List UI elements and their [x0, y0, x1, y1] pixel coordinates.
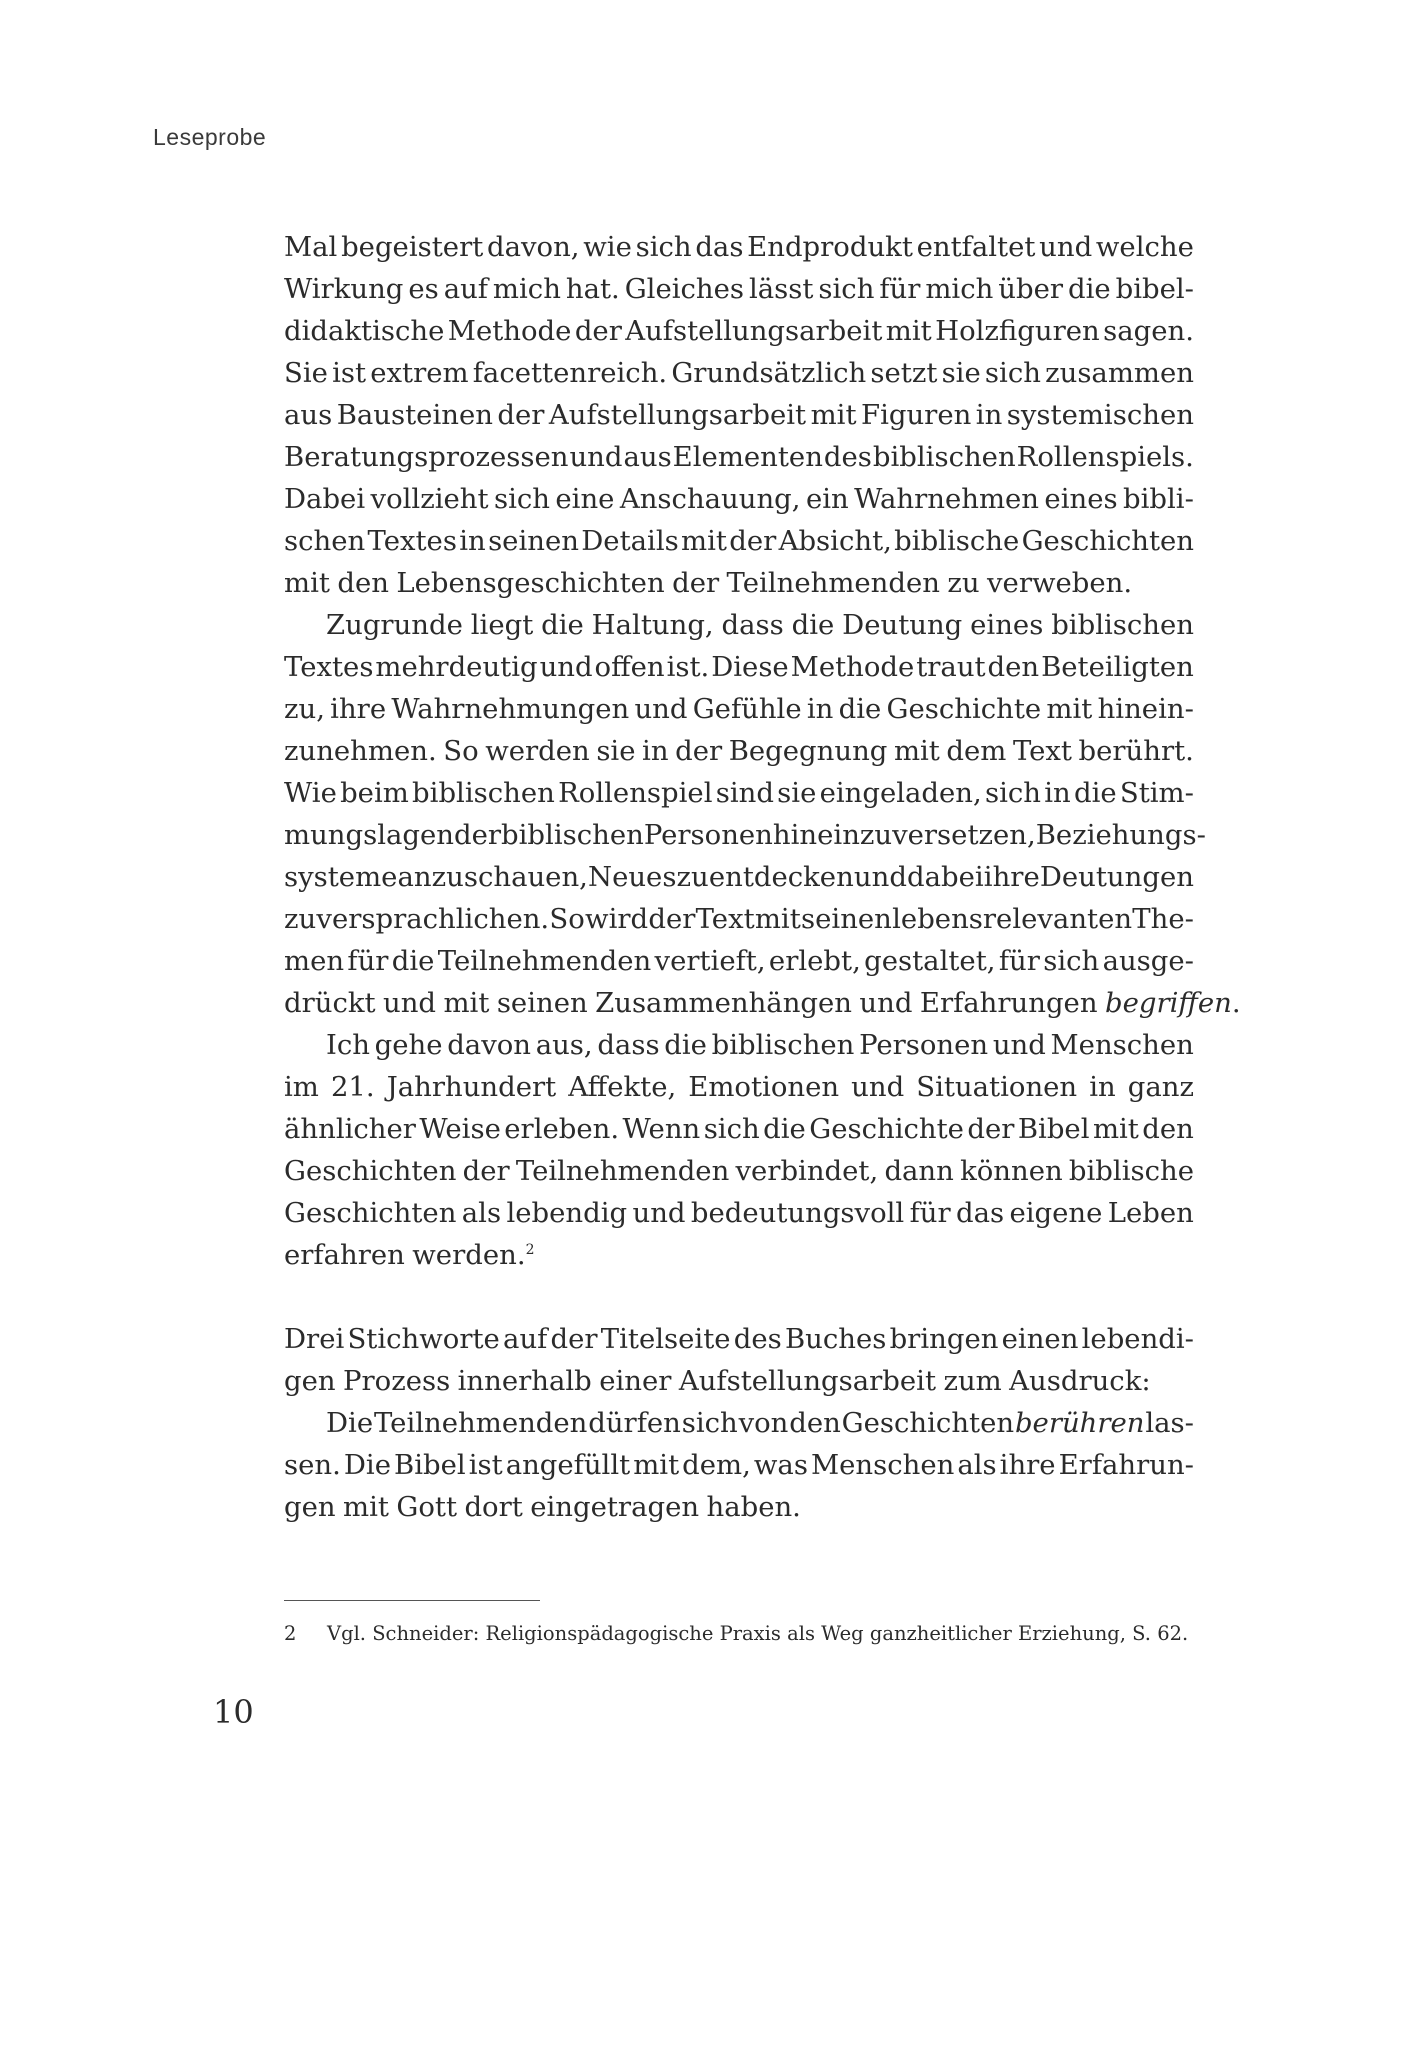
- text-line: Dabei vollzieht sich eine Anschauung, ein Wahrnehmen eines bibli-: [284, 483, 1194, 515]
- page-number: 10: [213, 1693, 254, 1731]
- text-line: Wie beim biblischen Rollenspiel sind sie eingeladen, sich in die Stim-: [284, 777, 1194, 809]
- text-line: drückt und mit seinen Zusammenhängen und Erfahrungen begriffen.: [284, 987, 1241, 1019]
- text-line: Drei Stichworte auf der Titelseite des Buches bringen einen lebendi-: [284, 1323, 1194, 1355]
- footnote-separator: [284, 1600, 540, 1601]
- text-line: ähnlicher Weise erleben. Wenn sich die Geschichte der Bibel mit den: [284, 1113, 1194, 1145]
- text-line: Mal begeistert davon, wie sich das Endprodukt entfaltet und welche: [284, 231, 1194, 263]
- text-line: Zugrunde liegt die Haltung, dass die Deutung eines biblischen: [326, 609, 1194, 641]
- footnote-text: Vgl. Schneider: Religionspädagogische Praxis als Weg ganzheitlicher Erziehung, S. 62.: [327, 1622, 1189, 1645]
- text-line: zu, ihre Wahrnehmungen und Gefühle in die Geschichte mit hinein-: [284, 693, 1194, 725]
- text-line: schen Textes in seinen Details mit der Absicht, biblische Geschichten: [284, 525, 1194, 557]
- text-line: gen mit Gott dort eingetragen haben.: [284, 1491, 801, 1523]
- text-line: Sie ist extrem facettenreich. Grundsätzlich setzt sie sich zusammen: [284, 357, 1194, 389]
- text-line: mungslagen der biblischen Personen hineinzuversetzen, Beziehungs-: [284, 819, 1206, 851]
- text-line: Die Teilnehmenden dürfen sich von den Geschichten berühren las-: [326, 1407, 1194, 1439]
- text-line: aus Bausteinen der Aufstellungsarbeit mit Figuren in systemischen: [284, 399, 1194, 431]
- text-line: erfahren werden.$^2$: [284, 1239, 535, 1271]
- paragraph: [284, 1402, 1194, 1528]
- main-text-block: [284, 226, 1241, 1528]
- text-line: Beratungsprozessen und aus Elementen des biblischen Rollenspiels.: [284, 441, 1194, 473]
- text-line: men für die Teilnehmenden vertieft, erlebt, gestaltet, für sich ausge-: [284, 945, 1194, 977]
- text-line: zunehmen. So werden sie in der Begegnung mit dem Text berührt.: [284, 735, 1194, 767]
- text-line: sen. Die Bibel ist angefüllt mit dem, was Menschen als ihre Erfahrun-: [284, 1449, 1194, 1481]
- paragraph: [284, 1024, 1194, 1276]
- paragraph: [284, 1318, 1194, 1402]
- text-line: Textes mehrdeutig und offen ist. Diese Methode traut den Beteiligten: [284, 651, 1194, 683]
- paragraph-gap: [284, 1276, 1194, 1318]
- text-line: im 21. Jahrhundert Affekte, Emotionen und Situationen in ganz: [284, 1071, 1194, 1103]
- text-line: Ich gehe davon aus, dass die biblischen Personen und Menschen: [326, 1029, 1194, 1061]
- text-line: Geschichten als lebendig und bedeutungsvoll für das eigene Leben: [284, 1197, 1194, 1229]
- text-line: mit den Lebensgeschichten der Teilnehmenden zu verweben.: [284, 567, 1133, 599]
- text-line: Geschichten der Teilnehmenden verbindet, dann können biblische: [284, 1155, 1194, 1187]
- text-line: didaktische Methode der Aufstellungsarbeit mit Holzfiguren sagen.: [284, 315, 1194, 347]
- text-line: gen Prozess innerhalb einer Aufstellungsarbeit zum Ausdruck:: [284, 1365, 1151, 1397]
- footnote: [284, 1622, 1188, 1645]
- running-header: Leseprobe: [153, 124, 267, 150]
- footnote-number: 2: [284, 1622, 297, 1645]
- paragraph: [284, 226, 1194, 604]
- text-line: Wirkung es auf mich hat. Gleiches lässt sich für mich über die bibel-: [284, 273, 1194, 305]
- text-line: systeme anzuschauen, Neues zu entdecken und dabei ihre Deutungen: [284, 861, 1194, 893]
- paragraph: [284, 604, 1241, 1024]
- text-line: zu versprachlichen. So wird der Text mit seinen lebensrelevanten The-: [284, 903, 1194, 935]
- footnote-reference: 2: [525, 1241, 535, 1258]
